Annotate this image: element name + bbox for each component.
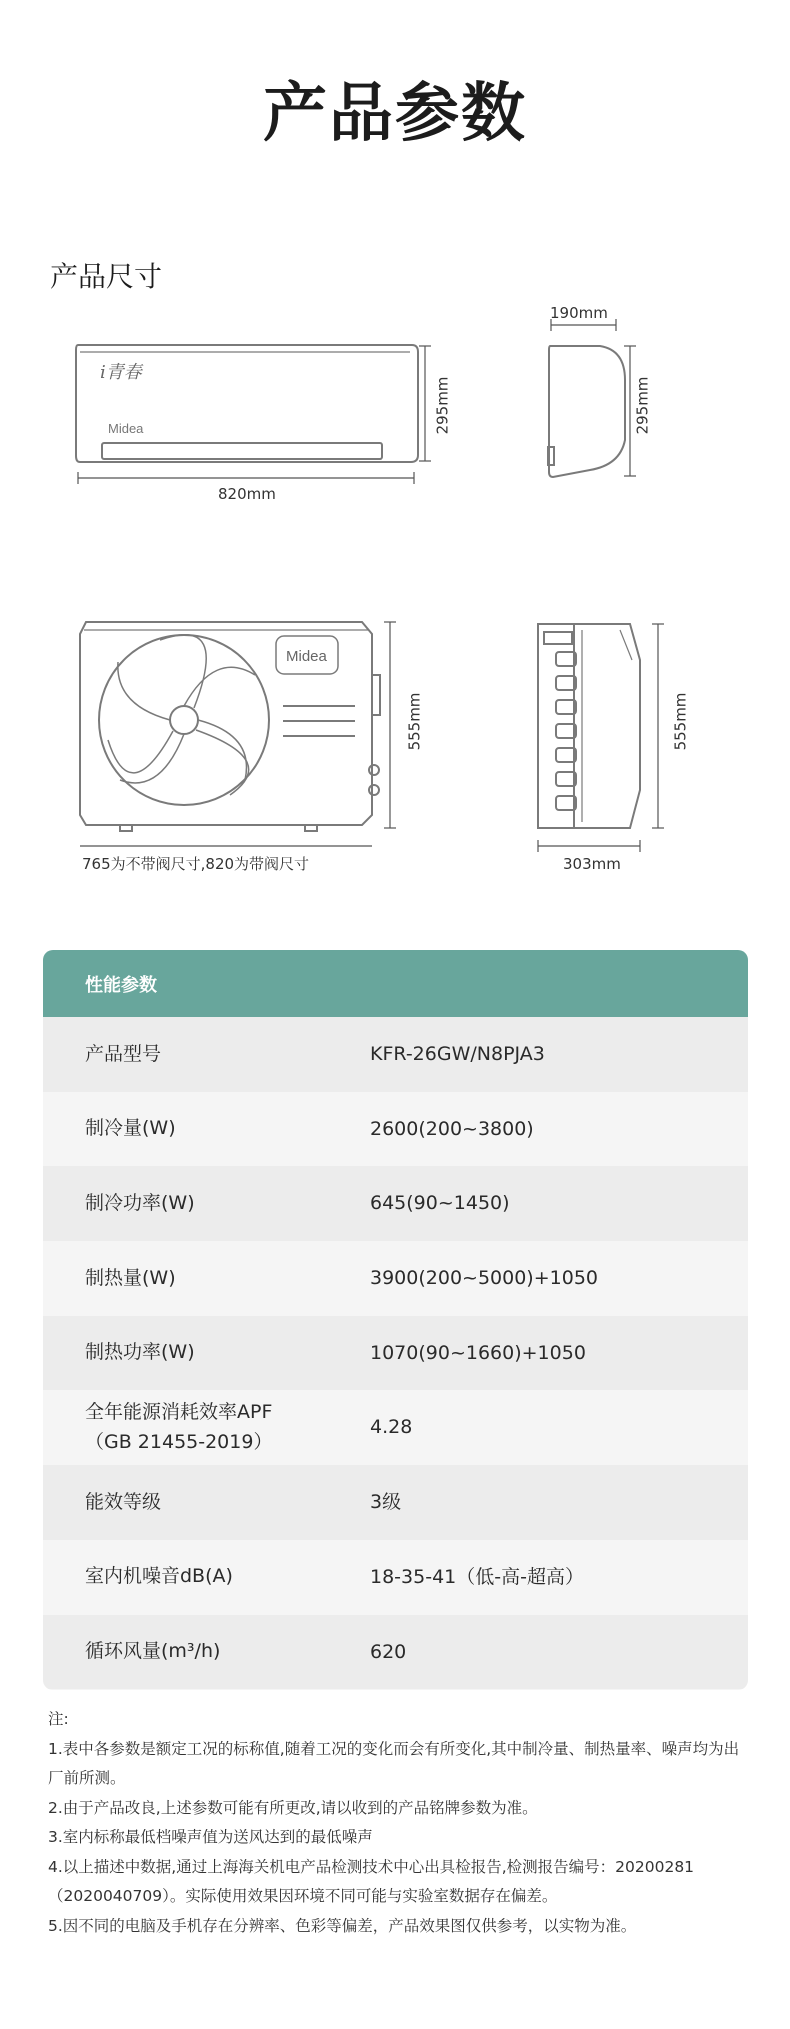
table-row <box>43 1465 748 1540</box>
row-label-line1: 全年能源消耗效率APF <box>85 1401 273 1424</box>
outdoor-height-label: 555mm <box>405 692 424 751</box>
outdoor-depth-label: 303mm <box>563 855 621 873</box>
series-logo: i青春 <box>100 362 142 383</box>
spec-rows <box>43 1017 748 1689</box>
row-label: 能效等级 <box>85 1490 162 1513</box>
row-label-line2: （GB 21455-2019） <box>85 1430 273 1453</box>
spec-table <box>43 950 748 1690</box>
size-section-title: 产品尺寸 <box>50 260 163 293</box>
row-value: KFR-26GW/N8PJA3 <box>370 1043 545 1066</box>
row-label <box>43 1398 370 1457</box>
brand-logo-outdoor: Midea <box>286 648 327 665</box>
notes-section <box>48 1705 748 1941</box>
row-label: 产品型号 <box>85 1042 162 1065</box>
row-value: 3级 <box>370 1491 402 1514</box>
row-label: 室内机噪音dB(A) <box>85 1565 233 1588</box>
row-value: 1070(90~1660)+1050 <box>370 1341 586 1364</box>
indoor-width-label: 820mm <box>218 485 276 503</box>
note-item: 2.由于产品改良,上述参数可能有所更改,请以收到的产品铭牌参数为准。 <box>48 1798 538 1817</box>
notes-heading: 注: <box>48 1710 69 1728</box>
row-value: 2600(200~3800) <box>370 1117 534 1140</box>
table-row <box>43 1316 748 1391</box>
row-label: 制冷功率(W) <box>85 1192 195 1214</box>
table-row <box>43 1540 748 1615</box>
indoor-depth-label: 190mm <box>550 304 608 322</box>
note-item: 5.因不同的电脑及手机存在分辨率、色彩等偏差，产品效果图仅供参考，以实物为准。 <box>48 1916 637 1935</box>
row-label: 制冷量(W) <box>85 1117 176 1140</box>
spec-table-header: 性能参数 <box>43 950 748 1017</box>
row-value: 18-35-41（低-高-超高） <box>370 1565 584 1588</box>
table-row <box>43 1092 748 1167</box>
outdoor-side-height-label: 555mm <box>671 692 690 751</box>
row-value: 3900(200~5000)+1050 <box>370 1267 598 1290</box>
row-label: 制热量(W) <box>85 1266 176 1289</box>
row-value: 645(90~1450) <box>370 1192 510 1215</box>
note-item: 3.室内标称最低档噪声值为送风达到的最低噪声 <box>48 1828 373 1846</box>
outdoor-width-note: 765为不带阀尺寸,820为带阀尺寸 <box>82 855 310 873</box>
note-item: 4.以上描述中数据,通过上海海关机电产品检测技术中心出具检报告,检测报告编号：20200281（2020040709）。实际使用效果因环境不同可能与实验室数据存在偏差。 <box>48 1857 695 1905</box>
indoor-unit-side-drawing <box>548 346 625 477</box>
row-label: 循环风量(m³/h) <box>85 1640 221 1663</box>
table-row <box>43 1241 748 1316</box>
outdoor-unit-side-drawing <box>538 624 640 828</box>
note-item: 1.表中各参数是额定工况的标称值,随着工况的变化而会有所变化,其中制冷量、制热量率、噪声均为出厂前所测。 <box>48 1739 740 1787</box>
table-row <box>43 1017 748 1092</box>
row-value: 620 <box>370 1640 407 1663</box>
table-row <box>43 1390 748 1465</box>
indoor-height-label: 295mm <box>433 376 452 435</box>
product-dimension-drawings <box>0 0 790 940</box>
row-label: 制热功率(W) <box>85 1341 195 1364</box>
table-row <box>43 1615 748 1690</box>
row-value: 4.28 <box>370 1416 413 1439</box>
outdoor-unit-front-drawing <box>80 622 380 831</box>
indoor-side-height-label: 295mm <box>633 376 652 435</box>
page-title: 产品参数 <box>263 77 527 151</box>
brand-logo-indoor: Midea <box>108 421 144 436</box>
table-row <box>43 1166 748 1241</box>
